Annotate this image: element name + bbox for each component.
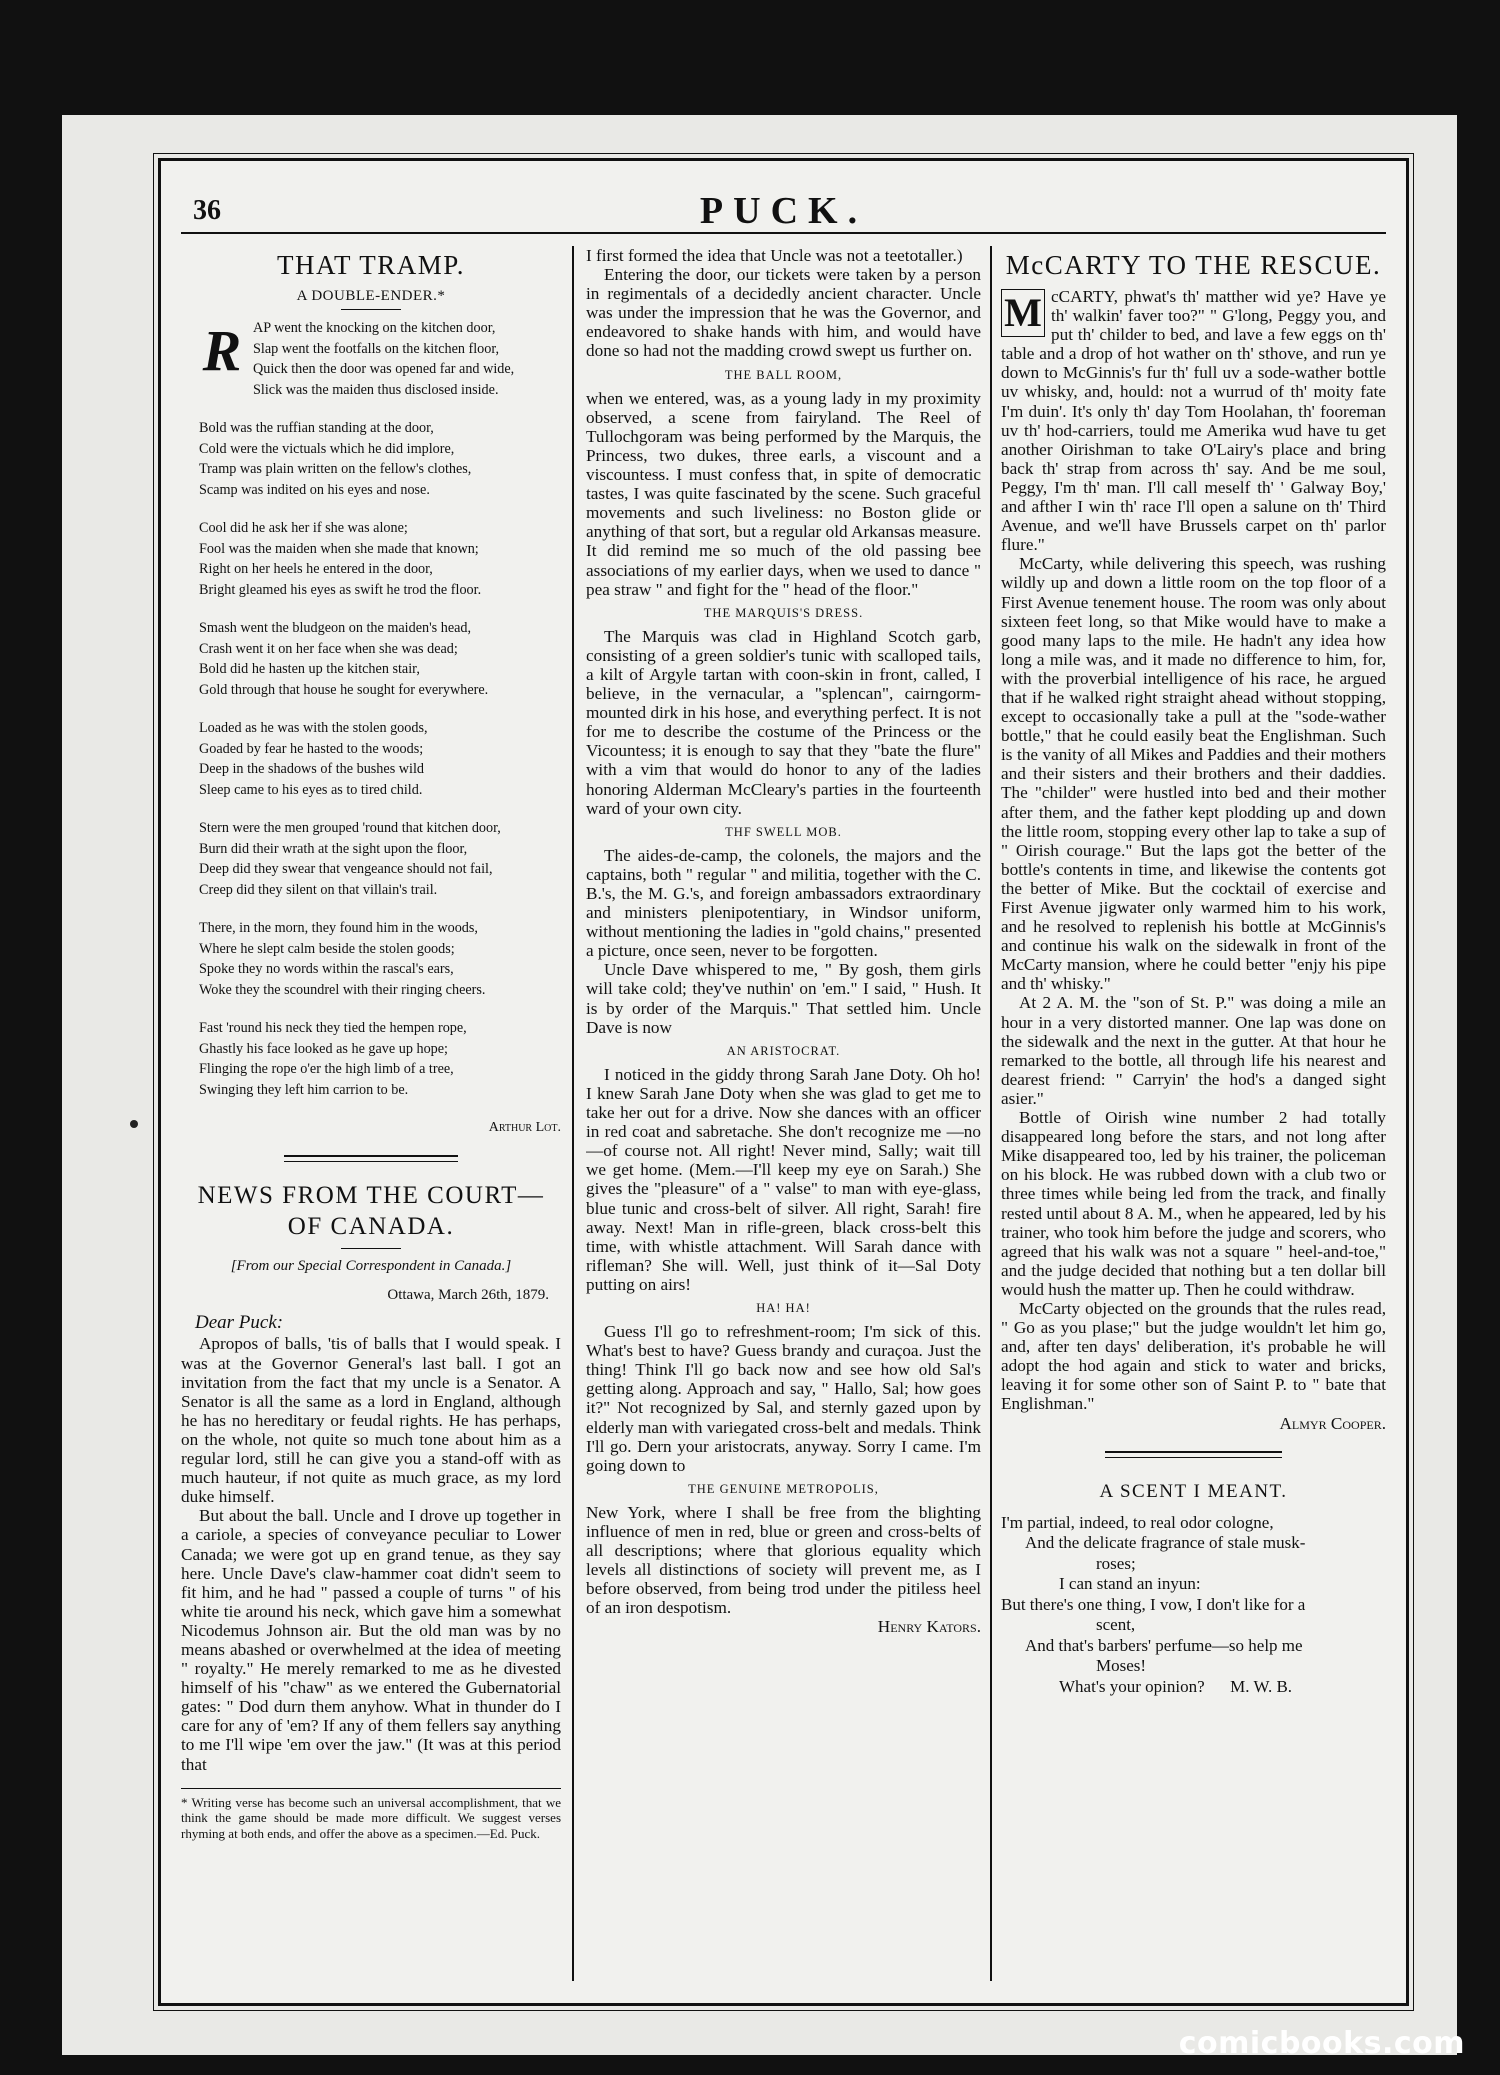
tramp-subtitle: A DOUBLE-ENDER.* xyxy=(296,288,446,304)
column-2 xyxy=(586,246,981,1981)
poem-stanza xyxy=(199,518,561,600)
news-paragraph: But about the ball. Uncle and I drove up together in a cariole, a species of conveyance peculiar to Lower Canada; we were got up en grand tenue, as they say here. Uncle Dave's claw-hammer coat didn't seem to fit him, and he had " passed a couple of turns " of his white tie around his neck, which gave him a somewhat Nicodemus Johnson air. But the old man was by no means abashed or overwhelmed at the idea of meeting " royalty." He merely remarked to me as he divested himself of his "chaw" as we entered the Gubernatorial gates: " Dod durn them anyhow. What in thunder do I care for any of 'em? If any of them fellers say anything to me I'll wipe 'em over the jaw." (It was at this period that xyxy=(181,1506,561,1774)
masthead: PUCK. xyxy=(699,190,868,232)
mccarty-text: cCARTY, phwat's th' matther wid ye? Have ye th' walkin' faver too?" " G'long, Peggy you, and put th' childer to bed, and lave a few eggs on th' table and a drop of hot wather on th' sthove, and run ye down to McGinnis's fur th' full uv a sode-wather bottle uv whisky, and, hould: not a wurrud of th' moity fate I'm duin'. It's only th' day Tom Hoolahan, th' fooreman uv th' hod-carriers, tould me Amerika wud have tu get another Oirishman to take O'Lairy's place and bring back th' strap from across th' say. And be me soul, Peggy, I'm th' man. I'll call meself th' ' Galway Boy,' and afther I win th' race I'll open a salune on th' Third Avenue, and we'll have Brussels carpet on th' parlor flure." xyxy=(1001,287,1386,555)
section-heading: AN ARISTOCRAT. xyxy=(726,1043,841,1058)
double-rule xyxy=(1001,1451,1386,1458)
poem-stanza xyxy=(199,318,561,400)
poem-line: Right on her heels he entered in the door, xyxy=(199,561,433,578)
double-rule xyxy=(181,1155,561,1162)
poem-stanza xyxy=(199,418,561,500)
mccarty-paragraph: Bottle of Oirish wine number 2 had totally disappeared long before the stars, and not long after Mike disappeared too, led by his trainer, the policeman on his block. He was rubbed down with a club two or three times while being led from the track, and finally rested until about 8 A. M., when he appeared, led by his trainer, who took him before the judge and scorers, who agreed that his walk was not a square " heel-and-toe," and the judge decided that nothing but a ten dollar bill would hush the matter up. Then he could withdraw. xyxy=(1001,1108,1386,1299)
article-paragraph: New York, where I shall be free from the blighting influence of men in red, blue or green and cross-belts of all descriptions; where that glorious equality which levels all distinctions of society will prevent me, as I before observed, from being trod under the pitiless heel of an iron despotism. xyxy=(586,1502,981,1618)
poem-line: Scamp was indited on his eyes and nose. xyxy=(199,481,430,498)
mccarty-paragraph: McCarty objected on the grounds that the rules read, " Go as you plase;" but the judge wouldn't let him go, and, after ten days' deliberation, it's probable he will adopt the hod again and stick to water and bricks, leaving it for some other son of Saint P. to " bate that Englishman." xyxy=(1001,1298,1386,1414)
scent-line: And that's barbers' perfume—so help me xyxy=(1025,1635,1303,1655)
news-dateline: Ottawa, March 26th, 1879. xyxy=(387,1287,549,1304)
poem-line: Bright gleamed his eyes as swift he trod the floor. xyxy=(199,581,482,598)
section-heading: THE MARQUIS'S DRESS. xyxy=(703,605,864,620)
tramp-title: THAT TRAMP. xyxy=(276,250,466,280)
article-paragraph: I first formed the idea that Uncle was not a teetotaller.) xyxy=(586,246,963,265)
column-rule-2 xyxy=(990,246,992,1981)
tramp-poem xyxy=(199,318,561,1100)
poem-line: Swinging they left him carrion to be. xyxy=(199,1081,409,1098)
section-heading: HA! HA! xyxy=(756,1300,811,1315)
poem-line: Flinging the rope o'er the high limb of a tree, xyxy=(199,1061,454,1078)
scent-line: And the delicate fragrance of stale musk- xyxy=(1025,1533,1306,1553)
section-heading: THF SWELL MOB. xyxy=(725,824,842,839)
mccarty-dropcap: M xyxy=(1001,289,1045,337)
section-heading: THE GENUINE METROPOLIS, xyxy=(688,1481,879,1496)
scent-line xyxy=(1001,1677,1386,1698)
poem-line: Tramp was plain written on the fellow's clothes, xyxy=(199,461,472,478)
poem-line: Deep did they swear that vengeance should not fail, xyxy=(199,861,493,878)
poem-line: AP went the knocking on the kitchen door, xyxy=(253,320,496,337)
mccarty-paragraph xyxy=(1001,287,1386,554)
poem-line: Quick then the door was opened far and wide, xyxy=(253,361,515,378)
poem-line: Crash went it on her face when she was dead; xyxy=(199,640,458,657)
page-number: 36 xyxy=(193,195,221,226)
poem-line: Goaded by fear he hasted to the woods; xyxy=(199,740,424,757)
poem-line: Where he slept calm beside the stolen goods; xyxy=(199,940,455,957)
news-salutation: Dear Puck: xyxy=(195,1312,284,1334)
binding-hole xyxy=(130,1120,138,1128)
short-rule xyxy=(341,1248,401,1249)
poem-line: Cool did he ask her if she was alone; xyxy=(199,520,408,537)
poem-line: Gold through that house he sought for everywhere. xyxy=(199,681,489,698)
tramp-author: Arthur Lot. xyxy=(488,1120,561,1136)
poem-line: Sleep came to his eyes as to tired child. xyxy=(199,781,423,798)
mccarty-paragraph: At 2 A. M. the "son of St. P." was doing a mile an hour in a very distorted manner. One lap was done on the sidewalk and the next in the gutter. At that hour he remarked to the bottle, all through life his nearest and dearest friend: " Carryin' the hod's a danged sight asier." xyxy=(1001,993,1386,1108)
news-title xyxy=(181,1180,561,1242)
mccarty-paragraph: McCarty, while delivering this speech, was rushing wildly up and down a little room on the top floor of a First Avenue tenement house. The room was only about sixteen feet long, so that Mike would have to make a good many laps to the mile. He hadn't any idea how long a mile was, and it made no difference to him, for, with the proverbial intelligence of his race, he argued that if he walked right straight ahead without stopping, except to occasionally take a pull at the "sode-wather bottle," that he could easily beat the Englishman. Such is the vanity of all Mikes and Paddies and their mothers and their sisters and their brothers and their daddies. The "childer" were hustled into bed and their mother after them, and the father kept plodding up and down the little room, stopping every other lap to take a sup of " Oirish courage." But the laps got the better of the bottle's contents in time, and likewise the contents got the better of Mike. But the cocktail of exercise and First Avenue jigwater only warmed him to his work, and he resolved to replenish his bottle at McGinnis's and continue his walk on the sidewalk in front of the McCarty mansion, where he could better "enjy his pipe and th' whisky." xyxy=(1001,554,1386,994)
watermark: comicbooks.com xyxy=(1178,2026,1465,2061)
page-frame xyxy=(158,158,1409,2006)
poem-line: There, in the morn, they found him in the woods, xyxy=(199,920,478,937)
column-1 xyxy=(181,246,561,1981)
news-paragraph: Apropos of balls, 'tis of balls that I would speak. I was at the Governor General's last ball. I got an invitation from the fact that my uncle is a Senator. A Senator is all the same as a lord in England, although he has no hereditary or feudal rights. He has perhaps, on the whole, not quite so much tone about him as a regular lord, still he can give you a stand-off with as much hauteur, if not quite as much grace, as my lord duke himself. xyxy=(181,1334,561,1507)
poem-stanza xyxy=(199,818,561,900)
poem-line: Burn did their wrath at the sight upon the floor, xyxy=(199,840,468,857)
poem-line: Slick was the maiden thus disclosed inside. xyxy=(253,381,499,398)
poem-line: Loaded as he was with the stolen goods, xyxy=(199,720,428,737)
poem-line: Fool was the maiden when she made that known; xyxy=(199,540,479,557)
column-rule-1 xyxy=(572,246,574,1981)
article-paragraph: The aides-de-camp, the colonels, the majors and the captains, both " regular " and militia, together with the C. B.'s, the M. G.'s, and foreign ambassadors extraordinary and ministers plenipotentiary, in Windsor uniform, without mentioning the ladies in "gold chains," presented a picture, once seen, never to be forgotten. xyxy=(586,845,981,961)
poem-line: Deep in the shadows of the bushes wild xyxy=(199,761,424,778)
poem-stanza xyxy=(199,918,561,1000)
poem-line: Spoke they no words within the rascal's ears, xyxy=(199,961,454,978)
article-paragraph: Entering the door, our tickets were taken by a person in regimentals of a decidedly ancient character. Uncle was under the impression that he was the Governor, and endeavored to shake hands with him, and would have done so had not the madding crowd swept us further on. xyxy=(586,265,981,361)
scent-line-text: What's your opinion? xyxy=(1059,1676,1205,1696)
scent-author: M. W. B. xyxy=(1230,1676,1293,1696)
article-paragraph: when we entered, was, as a young lady in my proximity observed, a scene from fairyland. The Reel of Tullochgoram was being performed by the Marquis, the Princess, two dukes, three earls, a viscount and a viscountess. I must confess that, in spite of democratic tastes, I was quite fascinated by the scene. Such graceful movements and such liveliness: no Boston glide or anything of that sort, but a regular old Arkansas measure. It did remind me so much of the old passing bee associations of my earlier days, when we used to dance " pea straw " and fight for the " head of the floor." xyxy=(586,388,981,599)
footnote: * Writing verse has become such an universal accomplishment, that we think the game should be made more difficult. We suggest verses rhyming at both ends, and offer the above as a specimen.—Ed. Puck. xyxy=(181,1788,561,1842)
scent-line: scent, xyxy=(1096,1615,1136,1635)
scent-line: I can stand an inyun: xyxy=(1059,1574,1201,1594)
article-paragraph: The Marquis was clad in Highland Scotch garb, consisting of a green soldier's tunic with scalloped tails, a kilt of Argyle tartan with coon-skin in front, called, I believe, in the vernacular, a "splencan", cairngorm-mounted dirk in his hose, and everything perfect. It is not for me to describe the costume of the Princess or the Vicountess; it is enough to say that they "bate the flure" with a vim that would do honor to any of the ladies honoring Alderman McCleary's parties in the fourteenth ward of your own city. xyxy=(586,626,981,818)
short-rule xyxy=(341,309,401,310)
poem-stanza xyxy=(199,618,561,700)
poem-line: Woke they the scoundrel with their ringing cheers. xyxy=(199,981,486,998)
article-paragraph: Uncle Dave whispered to me, " By gosh, them girls will take cold; they've nuthin' on 'em." I said, " Hush. It is by order of the Marquis." That settled him. Uncle Dave is now xyxy=(586,960,981,1037)
scent-line: I'm partial, indeed, to real odor cologne, xyxy=(1001,1512,1274,1532)
poem-line: Cold were the victuals which he did implore, xyxy=(199,440,455,457)
poem-stanza xyxy=(199,718,561,800)
scent-title: A SCENT I MEANT. xyxy=(1099,1480,1288,1502)
scent-line: Moses! xyxy=(1096,1656,1147,1676)
article-paragraph: Guess I'll go to refreshment-room; I'm sick of this. What's best to have? Guess brandy and curaçoa. Just the thing! Think I'll go back now and see how old Sal's getting along. Approach and say, " Hallo, Sal; how goes it?" Not recognized by Sal, and sternly gazed upon by elderly man with variegated cross-belt and medals. Think I'll go. Dern your aristocrats, anyway. Sorry I came. I'm going down to xyxy=(586,1322,981,1475)
poem-line: Fast 'round his neck they tied the hempen rope, xyxy=(199,1020,467,1037)
column-3 xyxy=(1001,246,1386,1981)
poem-line: Stern were the men grouped 'round that kitchen door, xyxy=(199,820,501,837)
poem-line: Bold did he hasten up the kitchen stair, xyxy=(199,661,420,678)
poem-line: Bold was the ruffian standing at the door, xyxy=(199,420,434,437)
scent-poem xyxy=(1001,1513,1386,1698)
news-title-line1: NEWS FROM THE COURT— xyxy=(197,1182,545,1210)
scent-line: roses; xyxy=(1096,1553,1136,1573)
article-paragraph: I noticed in the giddy throng Sarah Jane Doty. Oh ho! I knew Sarah Jane Doty when she was glad to get me to take her out for a drive. Now she dances with an officer in red coat and sabretache. She don't recognize me —no—of course not. All right! Never mind, Sally; wait till we get home. (Mem.—I'll keep my eye on Sarah.) She gives the "pleasure" of a " valse" to man with eye-glass, blue tunic and cross-belt of silver. All right, Sarah! fire away. Next! Man in rifle-green, black cross-belt this time, with whistle attachment. Will Sarah dance with rifleman? She will. Well, just think of it—Sal Doty putting on airs! xyxy=(586,1064,981,1294)
scent-line: But there's one thing, I vow, I don't like for a xyxy=(1001,1594,1306,1614)
tramp-dropcap: R xyxy=(202,318,242,384)
news-note: [From our Special Correspondent in Canada.] xyxy=(230,1258,512,1275)
header-rule xyxy=(181,232,1386,234)
col2-author: Henry Kators. xyxy=(877,1617,981,1637)
section-heading: THE BALL ROOM, xyxy=(724,367,843,382)
mccarty-author: Almyr Cooper. xyxy=(1279,1413,1386,1433)
poem-line: Slap went the footfalls on the kitchen floor, xyxy=(253,340,500,357)
news-title-line2: OF CANADA. xyxy=(287,1213,455,1241)
mccarty-title: McCARTY TO THE RESCUE. xyxy=(1005,250,1382,280)
poem-line: Ghastly his face looked as he gave up hope; xyxy=(199,1040,448,1057)
page-header xyxy=(161,183,1406,231)
poem-stanza xyxy=(199,1018,561,1100)
poem-line: Creep did they silent on that villain's trail. xyxy=(199,881,438,898)
poem-line: Smash went the bludgeon on the maiden's head, xyxy=(199,620,472,637)
